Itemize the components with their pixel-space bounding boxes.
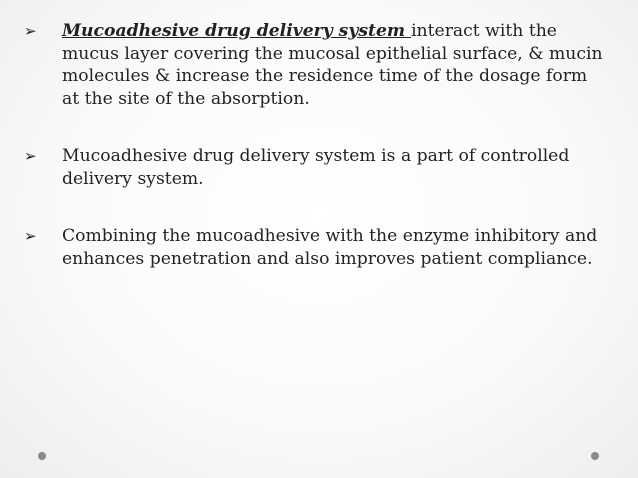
arrow-bullet-icon: ➢ xyxy=(24,147,37,165)
bullet-item-3 xyxy=(22,225,607,270)
bullet-text: interact with the mucus layer covering the mucosal epithelial surface, & mucin molecules & increase the residence time of the dosage form at the site of the absorption. xyxy=(62,21,603,109)
arrow-bullet-icon: ➢ xyxy=(24,227,37,245)
bullet-text: Combining the mucoadhesive with the enzyme inhibitory and enhances penetration and also improves patient compliance. xyxy=(62,226,598,269)
bullet-item-2 xyxy=(22,145,607,190)
decorative-dot-left xyxy=(38,452,46,460)
decorative-dot-right xyxy=(591,452,599,460)
bullet-list xyxy=(22,20,607,305)
bullet-item-1 xyxy=(22,20,607,110)
bullet-text: Mucoadhesive drug delivery system is a part of controlled delivery system. xyxy=(62,146,570,189)
arrow-bullet-icon: ➢ xyxy=(24,22,37,40)
bullet-emphasis-term: Mucoadhesive drug delivery system xyxy=(62,21,412,41)
